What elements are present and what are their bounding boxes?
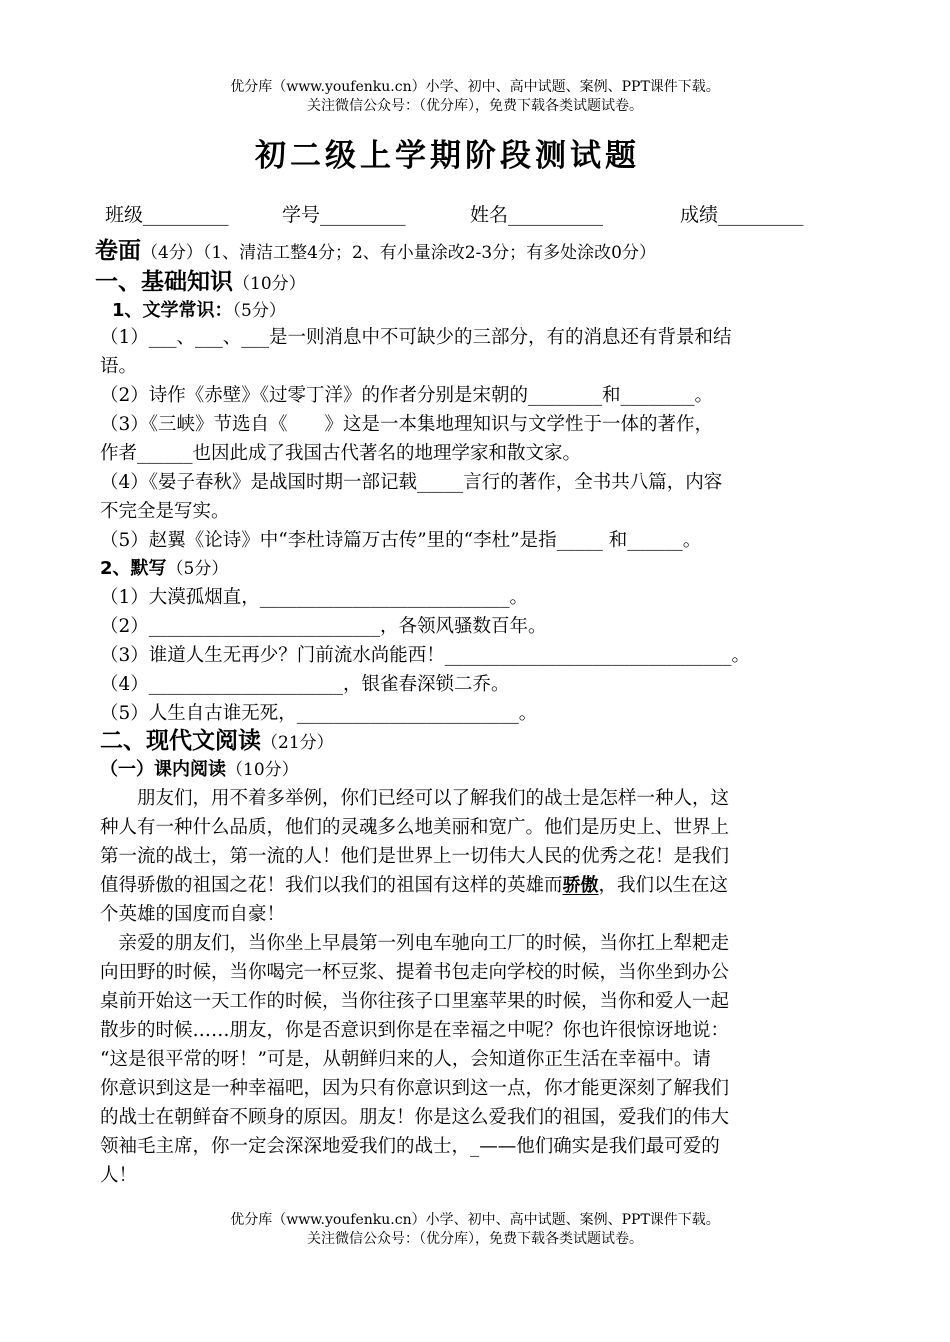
q2-points: （5分） bbox=[166, 559, 229, 579]
passage-line: “这是很平常的呀！”可是，从朝鲜归来的人，会知道你正生活在幸福中。请 bbox=[100, 1049, 711, 1070]
passage-line: 个英雄的国度而自豪！ bbox=[100, 904, 286, 925]
section2-title: 二、现代文阅读 bbox=[100, 728, 261, 754]
section1-heading bbox=[95, 268, 855, 299]
question-line: （1）___、___、___是一则消息中不可缺少的三部分，有的消息还有背景和结 bbox=[100, 327, 732, 348]
passage-line: 亲爱的朋友们，当你坐上早晨第一列电车驰向工厂的时候，当你扛上犁耙走 bbox=[100, 933, 730, 954]
page-title: 初二级上学期阶段测试题 bbox=[255, 138, 640, 174]
student-number-field: 学号_________ bbox=[282, 204, 406, 226]
passage-text: ，我们以生在这 bbox=[598, 875, 729, 896]
footer-line-2: 关注微信公众号：（优分库），免费下载各类试题试卷。 bbox=[307, 1231, 643, 1247]
q1-points: （5分） bbox=[232, 301, 286, 321]
passage-line: 的战士在朝鲜奋不顾身的原因。朋友！你是这么爱我们的祖国，爱我们的伟大 bbox=[100, 1107, 730, 1128]
passage-line: 朋友们，用不着多举例，你们已经可以了解我们的战士是怎样一种人，这 bbox=[100, 788, 730, 809]
question-line: （3）《三峡》节选自《 》这是一本集地理知识与文学性于一体的著作， bbox=[100, 414, 714, 435]
passage-line: 第一流的战士，第一流的人！他们是世界上一切伟大人民的优秀之花！是我们 bbox=[100, 846, 730, 867]
q1-title: 1、文学常识： bbox=[112, 300, 233, 321]
question-line: （2）诗作《赤壁》《过零丁洋》的作者分别是宋朝的________和________。 bbox=[100, 385, 714, 406]
emphasized-word: 骄傲 bbox=[562, 875, 599, 896]
q2-heading bbox=[100, 555, 860, 584]
header-line-1: 优分库（www.youfenku.cn）小学、初中、高中试题、案例、PPT课件下载。 bbox=[230, 79, 720, 95]
section2-points: （21分） bbox=[261, 733, 334, 753]
passage-line: 领袖毛主席，你一定会深深地爱我们的战士，_——他们确实是我们最可爱的 bbox=[100, 1136, 720, 1157]
section1-points: （10分） bbox=[233, 274, 306, 294]
passage-text: 值得骄傲的祖国之花！我们以我们的祖国有这样的英雄而 bbox=[100, 875, 563, 896]
score-field: 成绩_________ bbox=[680, 204, 804, 226]
question-line: （4）《晏子春秋》是战国时期一部记载_____言行的著作，全书共八篇，内容 bbox=[100, 472, 723, 493]
dictation-line: （5）人生自古谁无死，________________________。 bbox=[100, 703, 538, 724]
question-line: （5）赵翼《论诗》中“李杜诗篇万古传”里的“李杜”是指_____ 和______。 bbox=[100, 530, 702, 551]
name-field: 姓名__________ bbox=[470, 204, 604, 226]
passage-line: 向田野的时候，当你喝完一杯豆浆、提着书包走向学校的时候，当你坐到办公 bbox=[100, 962, 730, 983]
section1-title: 一、基础知识 bbox=[95, 269, 233, 295]
dictation-line: （1）大漠孤烟直，___________________________。 bbox=[100, 587, 529, 608]
juanmian-line bbox=[95, 237, 855, 268]
footer-line-1: 优分库（www.youfenku.cn）小学、初中、高中试题、案例、PPT课件下载。 bbox=[230, 1212, 720, 1228]
passage-line: 散步的时候……朋友，你是否意识到你是在幸福之中呢？你也许很惊讶地说： bbox=[100, 1020, 730, 1041]
section2-heading bbox=[100, 727, 860, 758]
subsection-points: （10分） bbox=[226, 760, 299, 780]
passage-line-emphasis bbox=[100, 872, 860, 901]
question-line: 作者______也因此成了我国古代著名的地理学家和散文家。 bbox=[100, 443, 582, 464]
dictation-line: （3）谁道人生无再少？门前流水尚能西！_______________________________。 bbox=[100, 645, 751, 666]
passage-line: 你意识到这是一种幸福吧，因为只有你意识到这一点，你才能更深刻了解我们 bbox=[100, 1078, 730, 1099]
q1-heading bbox=[112, 297, 872, 326]
juanmian-note: （4分）（1、清洁工整4分；2、有小量涂改2-3分；有多处涂改0分） bbox=[141, 243, 656, 263]
question-line: 语。 bbox=[100, 356, 138, 377]
subsection-heading bbox=[100, 756, 860, 785]
class-field: 班级_________ bbox=[105, 204, 229, 226]
header-line-2: 关注微信公众号：（优分库），免费下载各类试题试卷。 bbox=[307, 98, 643, 114]
dictation-line: （2）_________________________，各领风骚数百年。 bbox=[100, 616, 547, 637]
juanmian-label: 卷面 bbox=[95, 238, 141, 264]
q2-title: 2、默写 bbox=[100, 558, 167, 579]
passage-line: 种人有一种什么品质，他们的灵魂多么地美丽和宽广。他们是历史上、世界上 bbox=[100, 817, 730, 838]
question-line: 不完全是写实。 bbox=[100, 501, 230, 522]
passage-line: 桌前开始这一天工作的时候，当你往孩子口里塞苹果的时候，当你和爱人一起 bbox=[100, 991, 730, 1012]
dictation-line: （4）_____________________，银雀春深锁二乔。 bbox=[100, 674, 510, 695]
subsection-title: （一）课内阅读 bbox=[100, 759, 226, 780]
passage-line: 人！ bbox=[100, 1165, 138, 1186]
